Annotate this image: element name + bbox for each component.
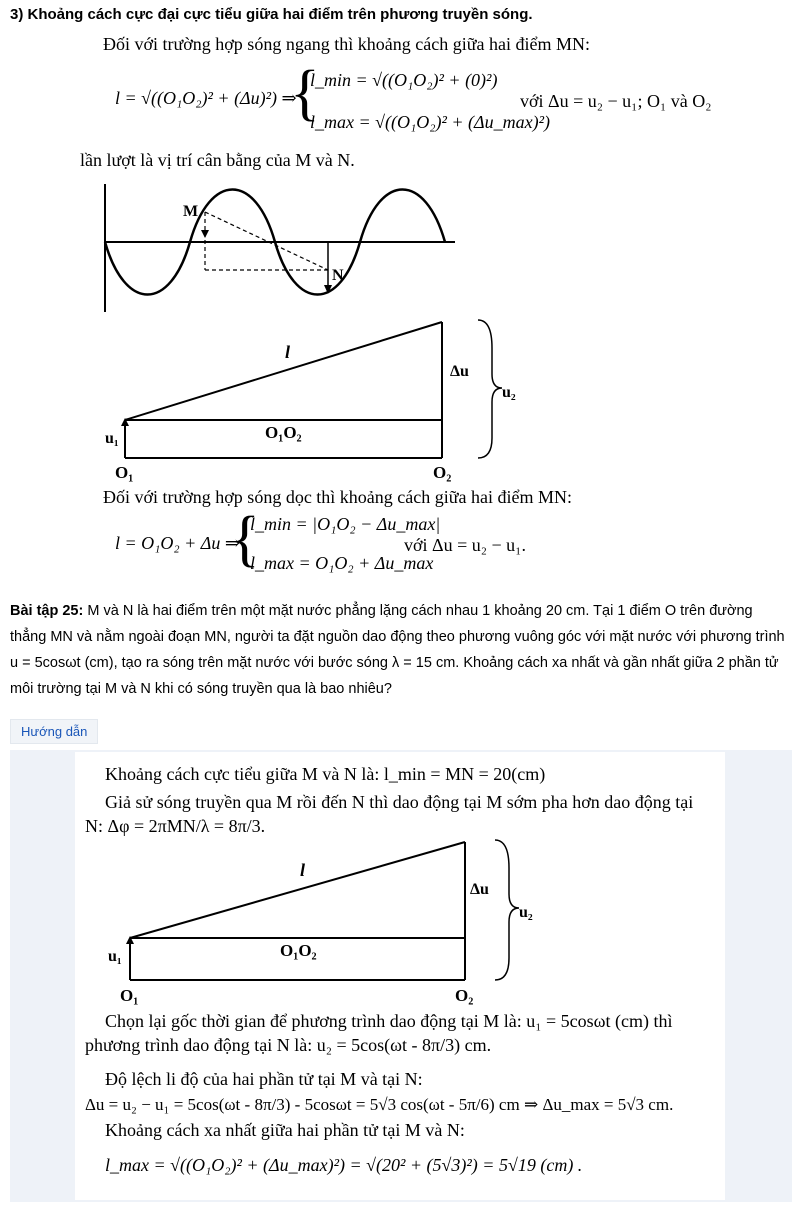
brace-icon: { bbox=[290, 59, 320, 127]
transverse-after: lần lượt là vị trí cân bằng của M và N. bbox=[80, 150, 355, 170]
longitudinal-formula-max: l_max = O₁O₂ + Δu_max bbox=[250, 553, 434, 573]
transverse-formula-note: với Δu = u₂ − u₁; O₁ và O₂ bbox=[520, 91, 712, 111]
svg-text:O₂: O₂ bbox=[433, 463, 452, 482]
svg-text:O₁: O₁ bbox=[120, 986, 139, 1005]
svg-text:O₁O₂: O₁O₂ bbox=[265, 423, 302, 442]
longitudinal-formula-min: l_min = |O₁O₂ − Δu_max| bbox=[250, 514, 441, 534]
problem-text: M và N là hai điểm trên một mặt nước phẳng lặng cách nhau 1 khoảng 20 cm. Tại 1 điểm O trên đường thẳng MN và nằm ngoài đoạn MN, người ta đặt nguồn dao động theo phương vuông góc với mặt nước với phương trình u = 5cosωt (cm), tạo ra sóng trên mặt nước với bước sóng λ = 15 cm. Khoảng cách xa nhất và gần nhất giữa 2 phần tử môi trường tại M và N khi có sóng truyền qua là bao nhiêu? bbox=[10, 603, 785, 697]
longitudinal-formula-note: với Δu = u₂ − u₁. bbox=[404, 535, 526, 555]
solution-line-7: Δu = u₂ − u₁ = 5cos(ωt - 8π/3) - 5cosωt = 5√3 cos(ωt - 5π/6) cm ⇒ Δu_max = 5√3 cm. bbox=[85, 1095, 674, 1114]
solution-line-9: l_max = √((O₁O₂)² + (Δu_max)²) = √(20² + (5√3)²) = 5√19 (cm) . bbox=[105, 1155, 583, 1175]
svg-text:O₁O₂: O₁O₂ bbox=[280, 941, 317, 960]
brace-icon: { bbox=[230, 505, 260, 573]
problem-label: Bài tập 25: bbox=[10, 603, 84, 619]
svg-text:u₁: u₁ bbox=[108, 948, 122, 965]
svg-text:u₂: u₂ bbox=[519, 904, 533, 921]
svg-text:Δu: Δu bbox=[470, 881, 489, 898]
solution-line-8: Khoảng cách xa nhất giữa hai phần tử tại M và N: bbox=[105, 1120, 465, 1140]
label-n: N bbox=[332, 267, 344, 284]
wave-figure bbox=[100, 182, 460, 314]
svg-text:l: l bbox=[300, 860, 306, 880]
guide-button[interactable]: Hướng dẫn bbox=[10, 719, 98, 744]
longitudinal-formula-left: l = O₁O₂ + Δu ⇒ bbox=[115, 533, 240, 553]
svg-text:u₂: u₂ bbox=[502, 384, 516, 401]
section-heading: 3) Khoảng cách cực đại cực tiểu giữa hai điểm trên phương truyền sóng. bbox=[10, 6, 533, 23]
solution-line-1: Khoảng cách cực tiểu giữa M và N là: l_min = MN = 20(cm) bbox=[105, 764, 546, 784]
transverse-formula-left: l = √((O₁O₂)² + (Δu)²) ⇒ bbox=[115, 88, 297, 108]
problem-statement bbox=[10, 598, 792, 702]
solution-line-5: phương trình dao động tại N là: u₂ = 5cos(ωt - 8π/3) cm. bbox=[85, 1035, 492, 1055]
svg-text:O₁: O₁ bbox=[115, 463, 134, 482]
triangle-figure-2 bbox=[105, 836, 555, 1008]
svg-text:l: l bbox=[285, 342, 291, 362]
solution-line-4: Chọn lại gốc thời gian để phương trình dao động tại M là: u₁ = 5cosωt (cm) thì bbox=[105, 1011, 673, 1031]
transverse-formula-max: l_max = √((O₁O₂)² + (Δu_max)²) bbox=[310, 112, 550, 132]
longitudinal-intro: Đối với trường hợp sóng dọc thì khoảng cách giữa hai điểm MN: bbox=[103, 487, 572, 507]
solution-line-3: N: Δφ = 2πMN/λ = 8π/3. bbox=[85, 816, 266, 836]
transverse-intro: Đối với trường hợp sóng ngang thì khoảng cách giữa hai điểm MN: bbox=[103, 34, 590, 54]
svg-text:O₂: O₂ bbox=[455, 986, 474, 1005]
solution-line-2: Giả sử sóng truyền qua M rồi đến N thì dao động tại M sớm pha hơn dao động tại bbox=[105, 792, 694, 812]
svg-text:Δu: Δu bbox=[450, 363, 469, 380]
svg-text:u₁: u₁ bbox=[105, 430, 119, 447]
label-m: M bbox=[183, 203, 199, 220]
transverse-formula-min: l_min = √((O₁O₂)² + (0)²) bbox=[310, 70, 498, 90]
solution-line-6: Độ lệch li độ của hai phần tử tại M và tại N: bbox=[105, 1069, 423, 1089]
triangle-figure-1 bbox=[100, 318, 540, 488]
